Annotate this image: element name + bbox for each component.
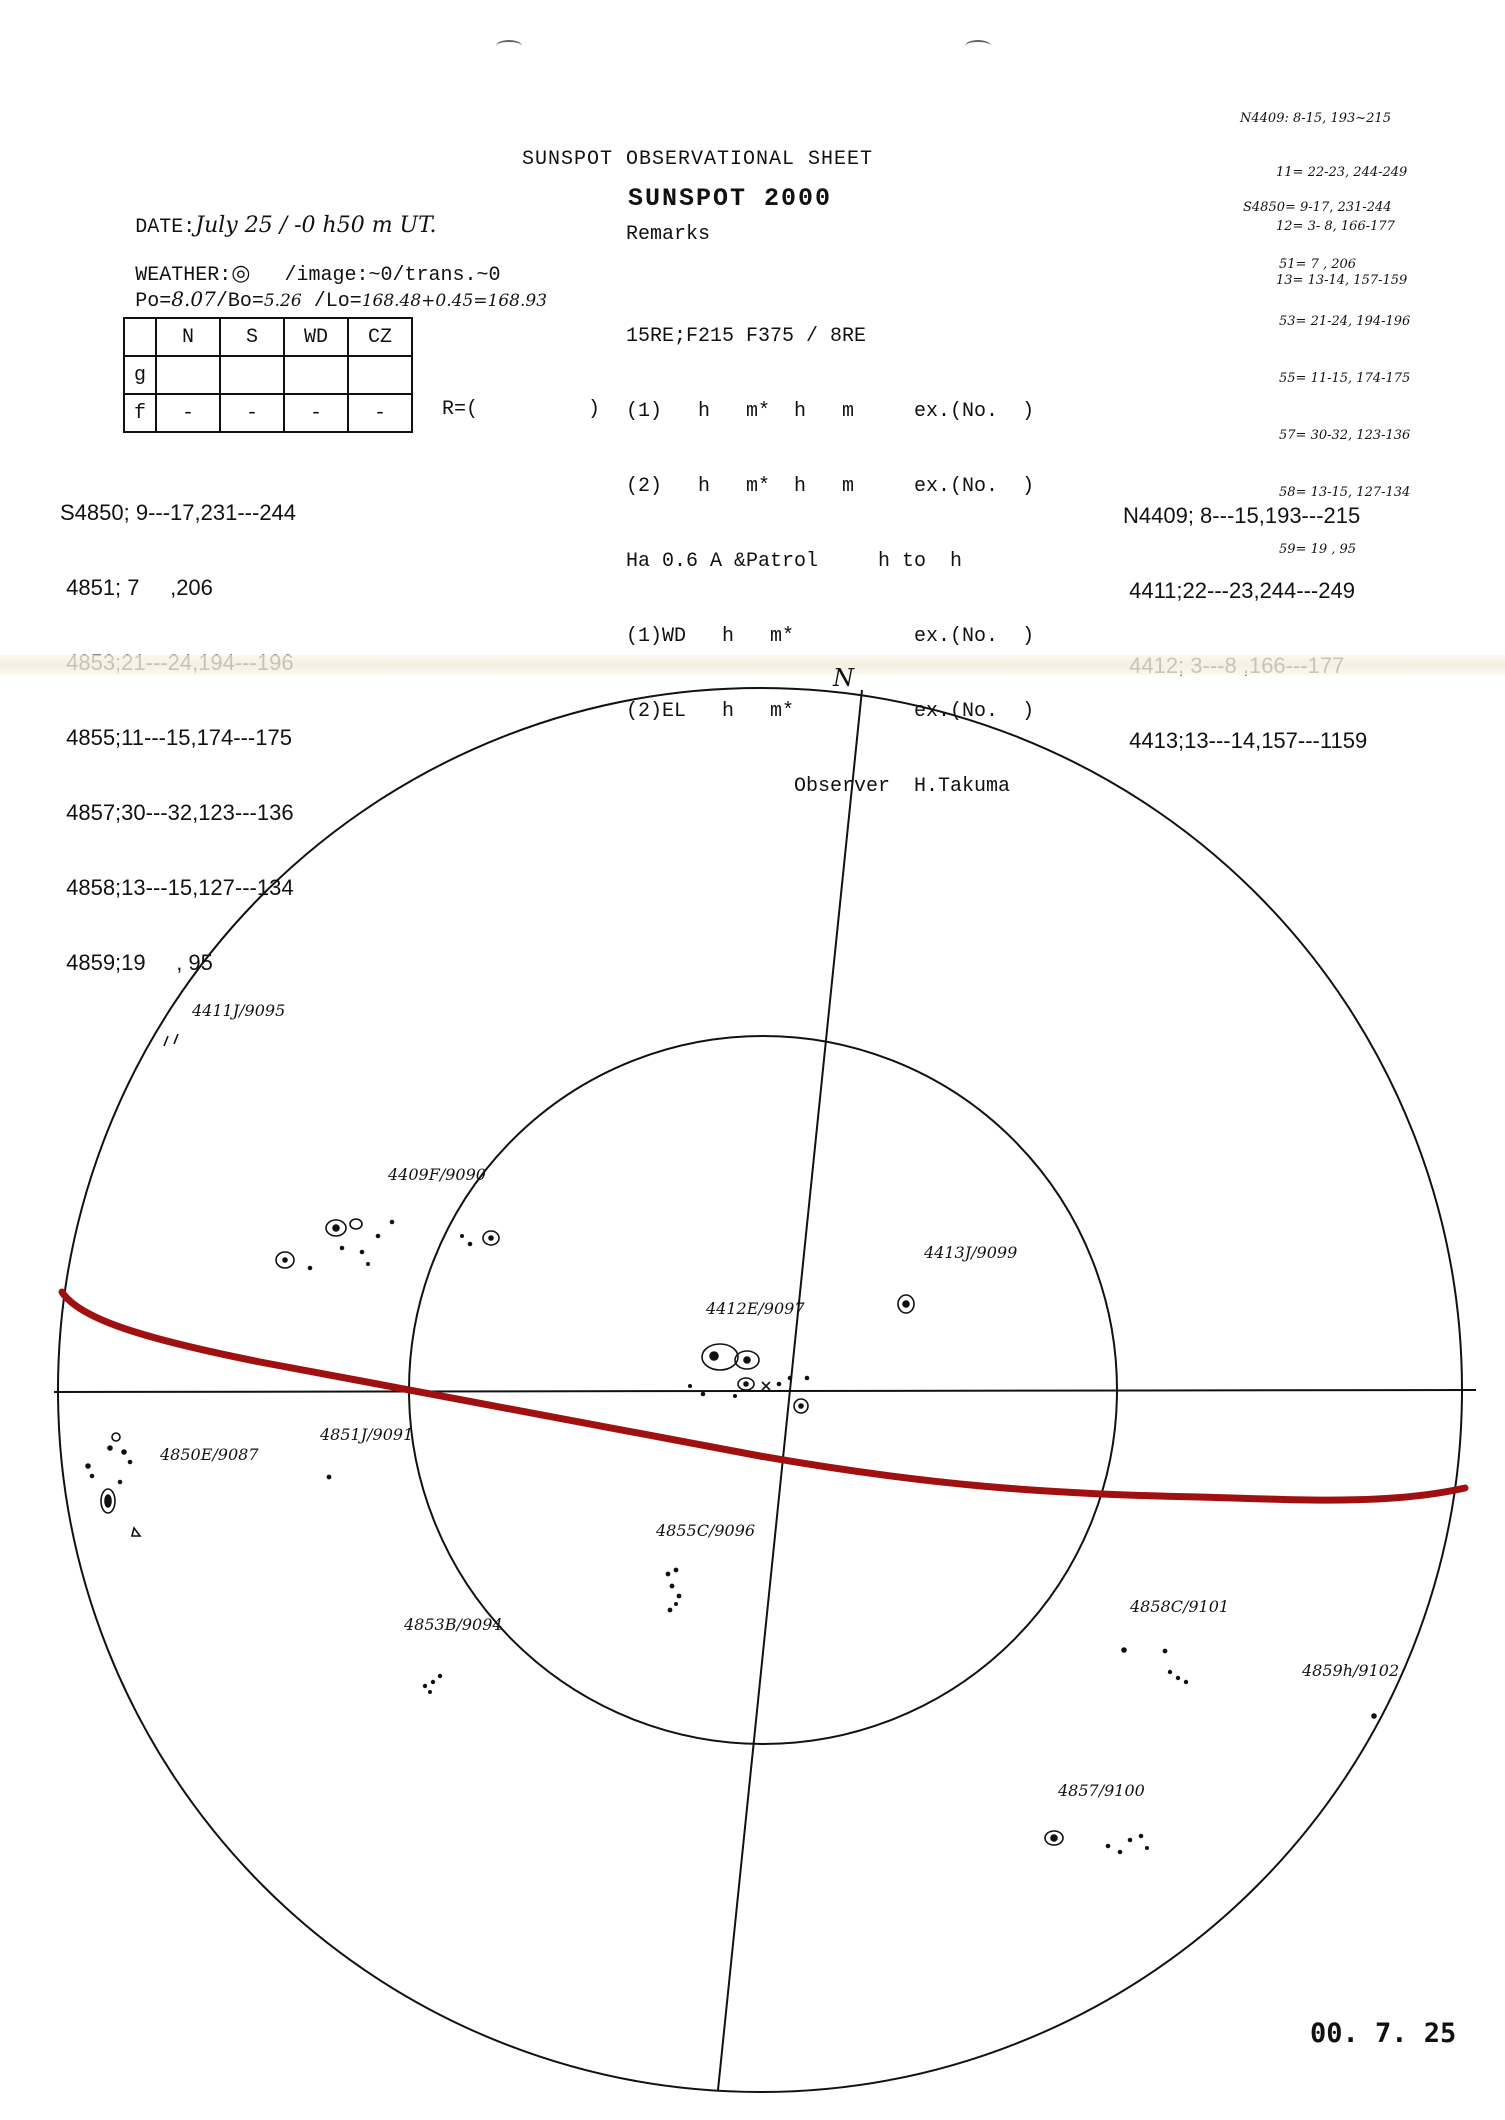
remarks-line: Ha 0.6 A &Patrol h to h — [626, 550, 963, 573]
sheet-title: SUNSPOT OBSERVATIONAL SHEET — [522, 148, 874, 171]
sunspot-group-4859 — [1372, 1714, 1376, 1718]
hand-note-line: S4850= 9-17, 231-244 — [1243, 200, 1392, 215]
hand-note-line: 11= 22-23, 244-249 — [1276, 165, 1408, 180]
sunspot-group-4853 — [424, 1675, 442, 1694]
hand-note-line: 12= 3- 8, 166-177 — [1276, 219, 1395, 234]
north-marker: N — [833, 664, 854, 692]
bo-value: 5.26 — [263, 291, 302, 311]
date-label: DATE: — [135, 216, 196, 239]
sunspot-group-4858 — [1122, 1648, 1187, 1683]
hand-note-line: N4409: 8-15, 193~215 — [1240, 111, 1391, 126]
group-label: 4411J/9095 — [192, 1001, 286, 1020]
counts-cell: - — [348, 394, 412, 432]
group-label: 4413J/9099 — [924, 1243, 1018, 1262]
weather-value: ◎ — [231, 261, 251, 286]
weather-label: WEATHER: — [135, 264, 232, 287]
east-west-axis-line — [54, 1390, 1476, 1392]
lo-value: 168.48+0.45=168.93 — [361, 291, 548, 311]
sunspot-group-4850 — [86, 1433, 140, 1536]
group-label: 4409F/9090 — [388, 1165, 486, 1184]
sheet-subtitle: SUNSPOT 2000 — [628, 184, 833, 213]
counts-header-cz: CZ — [348, 318, 412, 356]
r-close: ) — [588, 398, 601, 421]
counts-header-n: N — [156, 318, 220, 356]
sunspot-group-4411 — [164, 1034, 178, 1046]
sunspot-group-4857 — [1045, 1831, 1148, 1854]
remarks-line: 15RE;F215 F375 / 8RE — [626, 325, 867, 348]
sunspot-group-4409 — [276, 1219, 499, 1270]
counts-cell: - — [220, 394, 284, 432]
counts-row-label: g — [124, 356, 156, 394]
weather-image: /image:~0/trans.~0 — [284, 264, 501, 287]
south-group-line: 4855;11---15,174---175 — [60, 725, 292, 750]
counts-header-s: S — [220, 318, 284, 356]
hand-note-line: 55= 11-15, 174-175 — [1279, 371, 1411, 386]
hand-note-line: 51= 7 , 206 — [1279, 257, 1357, 272]
hand-note-line: 53= 21-24, 194-196 — [1279, 314, 1411, 329]
solar-equator-curve — [62, 1292, 1465, 1500]
north-group-line: 4411;22---23,244---249 — [1123, 578, 1355, 603]
group-label: 4412E/9097 — [706, 1299, 805, 1318]
counts-cell: - — [284, 394, 348, 432]
po-value: 8.07 — [171, 287, 216, 311]
remarks-line: (1) h m* h m ex.(No. ) — [626, 400, 1035, 423]
bo-label: /Bo= — [215, 290, 264, 313]
remarks-line: (2) h m* h m ex.(No. ) — [626, 475, 1035, 498]
counts-cell: - — [156, 394, 220, 432]
group-label: 4855C/9096 — [656, 1521, 756, 1540]
group-label: 4859h/9102 — [1302, 1661, 1400, 1680]
r-label: R=( — [442, 398, 479, 421]
date-value: July 25 / -0 h50 m UT. — [195, 213, 437, 238]
hand-note-line: 13= 13-14, 157-159 — [1276, 273, 1408, 288]
south-group-line: 4857;30---32,123---136 — [60, 800, 294, 825]
counts-row-label: f — [124, 394, 156, 432]
counts-header-wd: WD — [284, 318, 348, 356]
sunspot-group-4413 — [898, 1295, 914, 1313]
hand-note-line: 57= 30-32, 123-136 — [1279, 428, 1411, 443]
south-group-line: S4850; 9---17,231---244 — [60, 500, 297, 525]
remarks-label: Remarks — [626, 223, 711, 246]
south-group-line: 4851; 7 ,206 — [60, 575, 213, 600]
group-label: 4857/9100 — [1058, 1781, 1145, 1800]
sunspot-group-4412 — [689, 1344, 809, 1413]
north-group-line: N4409; 8---15,193---215 — [1123, 503, 1361, 528]
remarks-line: (1)WD h m* ex.(No. ) — [626, 625, 1035, 648]
sunspot-group-4855 — [666, 1568, 680, 1611]
group-label: 4853B/9094 — [404, 1615, 503, 1634]
group-label: 4851J/9091 — [320, 1425, 414, 1444]
hand-note-line: 59= 19 , 95 — [1279, 542, 1357, 557]
group-label: 4858C/9101 — [1130, 1597, 1230, 1616]
lo-label: /Lo= — [313, 290, 362, 313]
north-group-line: 4413;13---14,157---1159 — [1123, 728, 1368, 753]
sunspot-group-4851 — [327, 1475, 330, 1478]
south-group-line: 4858;13---15,127---134 — [60, 875, 294, 900]
group-label: 4850E/9087 — [160, 1445, 259, 1464]
date-stamp: 00. 7. 25 — [1310, 2018, 1457, 2049]
observer-line: Observer H.Takuma — [626, 775, 1011, 798]
south-group-line: 4859;19 , 95 — [60, 950, 213, 975]
po-label: Po= — [135, 290, 172, 313]
remarks-line: (2)EL h m* ex.(No. ) — [626, 700, 1035, 723]
hand-note-line: 58= 13-15, 127-134 — [1279, 485, 1411, 500]
